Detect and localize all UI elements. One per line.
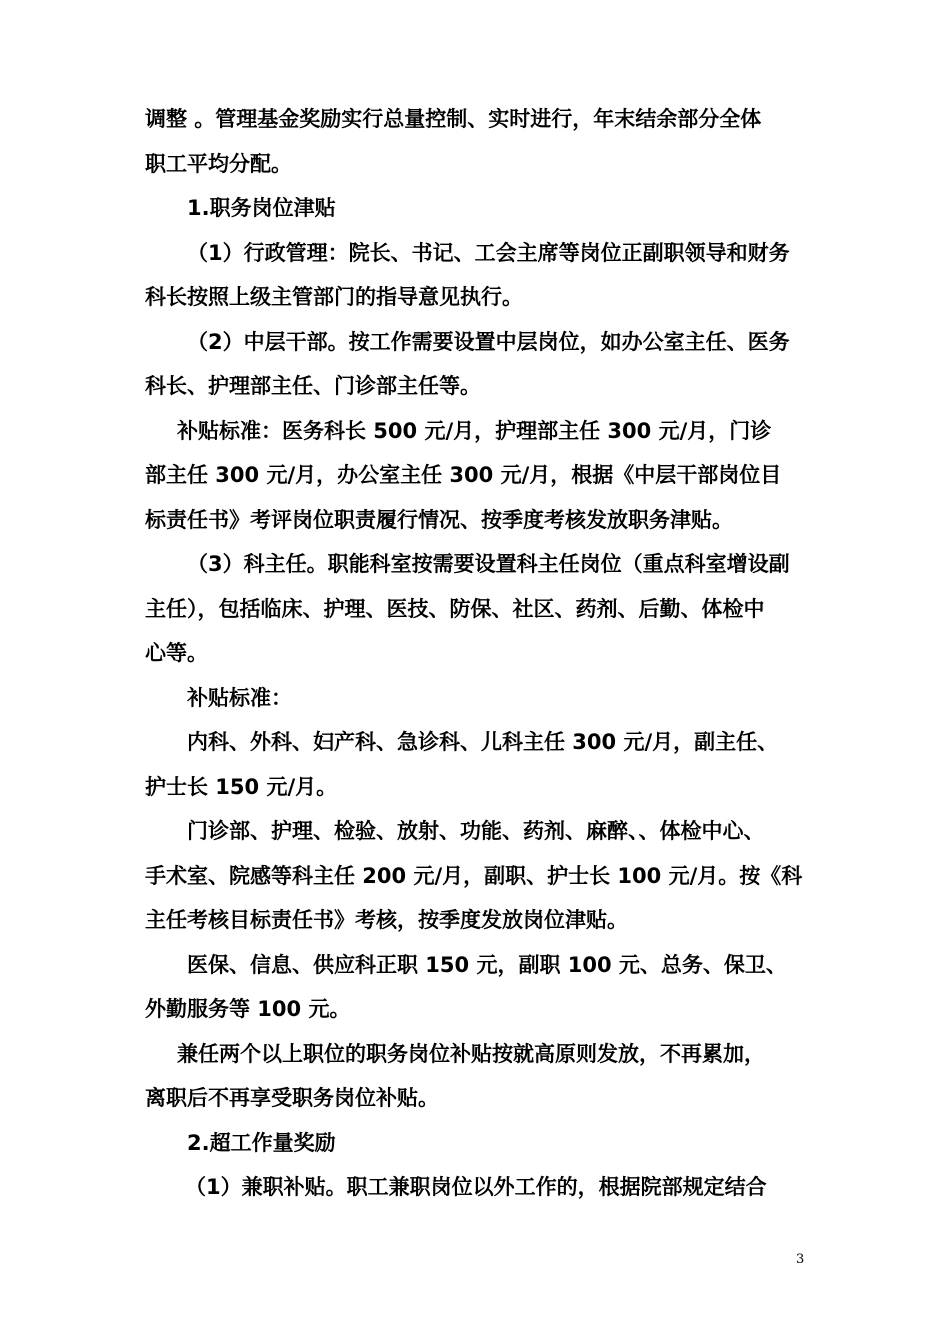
text-line: （1）兼职补贴。职工兼职岗位以外工作的，根据院部规定结合 <box>185 1175 767 1199</box>
text-line: 科长按照上级主管部门的指导意见执行。 <box>145 285 523 309</box>
text-line: 手术室、院感等科主任 200 元/月，副职、护士长 100 元/月。按《科 <box>145 863 803 888</box>
text-line: （2）中层干部。按工作需要设置中层岗位，如办公室主任、医务 <box>187 329 790 354</box>
text-line: 内科、外科、妇产科、急诊科、儿科主任 300 元/月，副主任、 <box>187 730 779 754</box>
text-line: 职工平均分配。 <box>145 151 292 176</box>
section-heading: 1.职务岗位津贴 <box>187 196 336 220</box>
text-line: 兼任两个以上职位的职务岗位补贴按就高原则发放，不再累加， <box>177 1041 765 1066</box>
page-number: 3 <box>796 1252 805 1267</box>
text-line: 护士长 150 元/月。 <box>145 774 338 799</box>
text-line: （3）科主任。职能科室按需要设置科主任岗位（重点科室增设副 <box>187 552 790 576</box>
text-line: 科长、护理部主任、门诊部主任等。 <box>145 374 481 398</box>
text-line: 补贴标准： <box>187 685 292 710</box>
text-line: 外勤服务等 100 元。 <box>145 997 351 1021</box>
section-heading: 2.超工作量奖励 <box>187 1130 336 1155</box>
text-line: 调整 。管理基金奖励实行总量控制、实时进行，年末结余部分全体 <box>145 107 762 131</box>
text-line: 标责任书》考评岗位职责履行情况、按季度考核发放职务津贴。 <box>145 507 733 532</box>
text-line: 离职后不再享受职务岗位补贴。 <box>145 1086 439 1110</box>
text-line: 医保、信息、供应科正职 150 元，副职 100 元、总务、保卫、 <box>187 952 787 977</box>
text-line: 部主任 300 元/月，办公室主任 300 元/月，根据《中层干部岗位目 <box>145 463 782 487</box>
text-line: 补贴标准：医务科长 500 元/月，护理部主任 300 元/月，门诊 <box>177 418 772 443</box>
document-body <box>145 97 810 1210</box>
text-line: 主任），包括临床、护理、医技、防保、社区、药剂、后勤、体检中 <box>145 596 765 621</box>
text-line: 主任考核目标责任书》考核，按季度发放岗位津贴。 <box>145 908 628 932</box>
text-line: 心等。 <box>145 641 208 665</box>
text-line: 门诊部、护理、检验、放射、功能、药剂、麻醉、、体检中心、 <box>187 819 765 843</box>
text-line: （1）行政管理：院长、书记、工会主席等岗位正副职领导和财务 <box>187 240 790 265</box>
